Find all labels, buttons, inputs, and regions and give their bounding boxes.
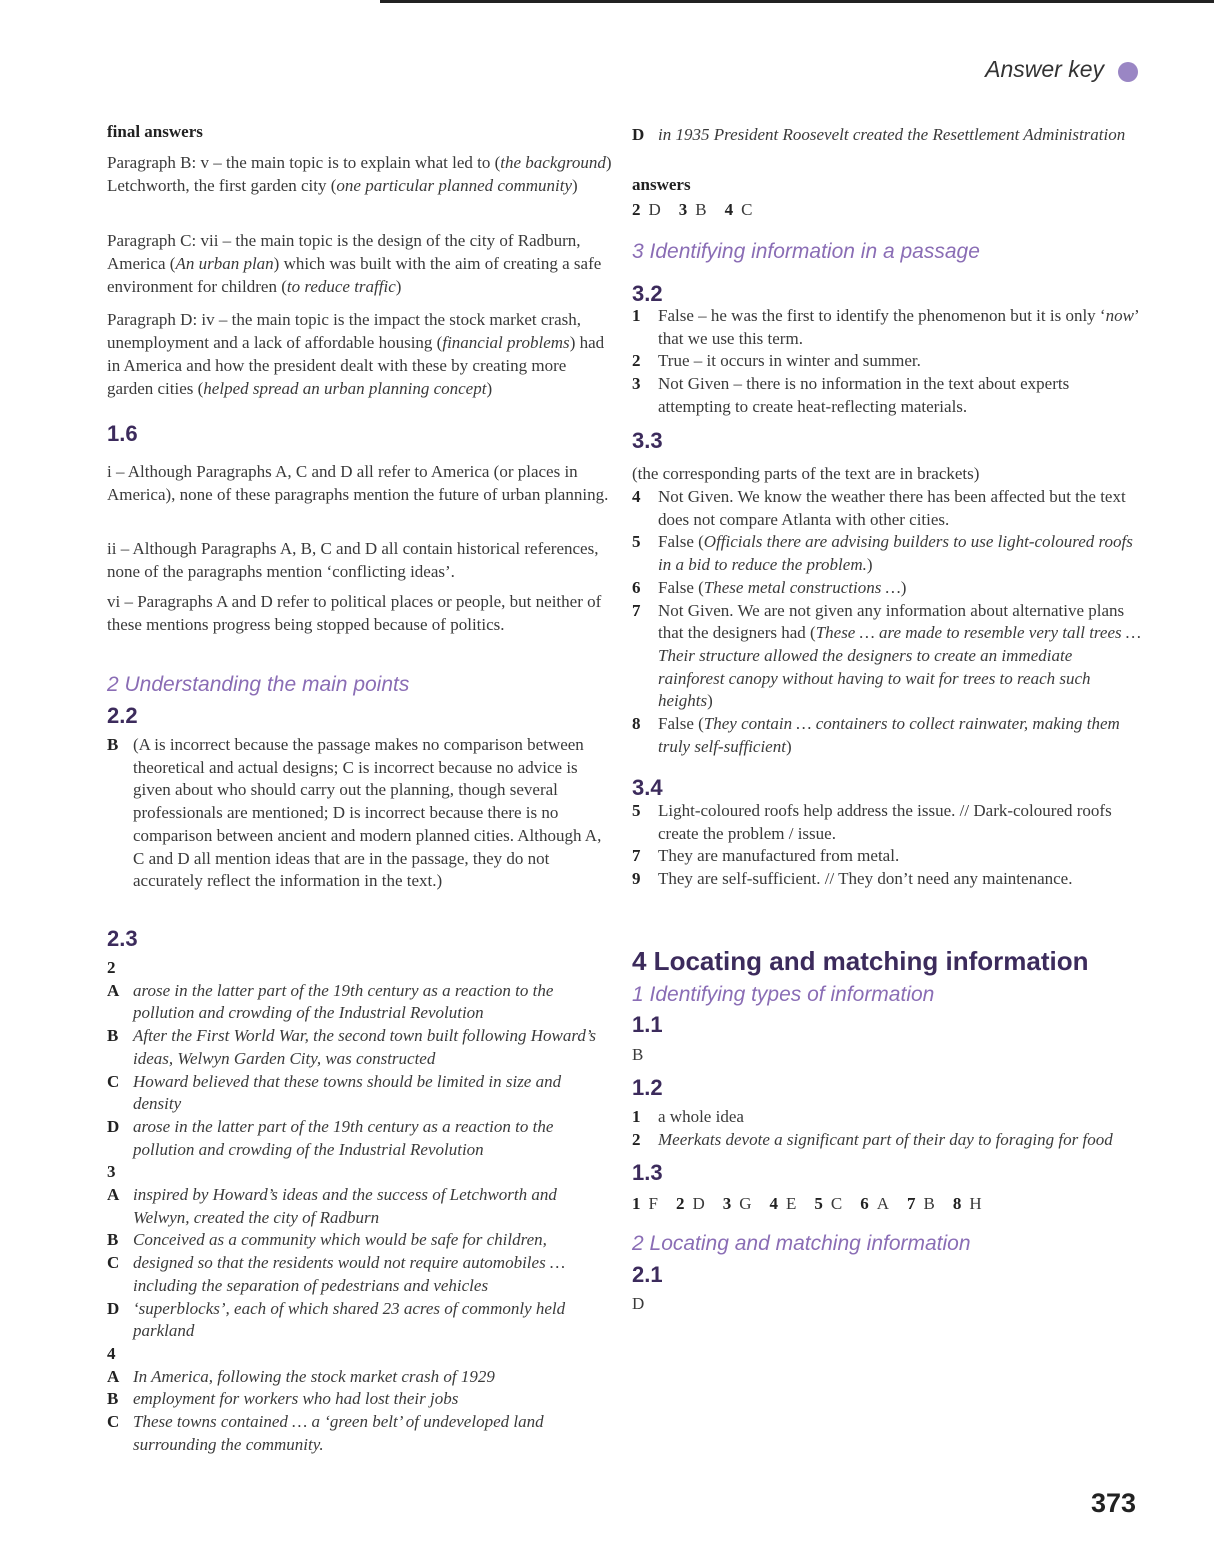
section-heading-understanding: 2 Understanding the main points xyxy=(107,673,410,696)
answer-letter: C xyxy=(830,1194,843,1213)
text-run: ) which was built with the aim of creating a safe environment for children ( xyxy=(107,254,602,296)
italic-text: in 1935 President Roosevelt created the Resettlement Administration xyxy=(658,125,1126,144)
list-item xyxy=(107,980,612,1025)
answer-ii xyxy=(107,537,612,583)
item-label: B xyxy=(107,1389,119,1409)
list-item xyxy=(107,1366,612,1389)
heading-3-3: 3.3 xyxy=(632,428,663,453)
answer-1-1: B xyxy=(632,1045,644,1064)
text-run: ’ that we use this term. xyxy=(658,306,1139,348)
answer-letter: D xyxy=(692,1194,705,1213)
item-text xyxy=(658,868,1142,891)
question-number: 4 xyxy=(724,200,734,219)
item-label: C xyxy=(107,1253,120,1273)
text-run: Not Given – there is no information in the text about experts attempting to create heat-reflecting materials. xyxy=(658,374,1070,416)
item-text xyxy=(133,1366,612,1389)
item-text xyxy=(658,713,1142,758)
item-label: A xyxy=(107,980,120,1000)
item-label: 8 xyxy=(632,714,641,734)
text-run: Paragraph D: iv – the main topic is the impact the stock market crash, unemployment and a lack of affordable housing ( xyxy=(107,310,581,352)
italic-text: These towns contained … a ‘green belt’ of undeveloped land surrounding the community. xyxy=(133,1412,544,1454)
question-number: 2 xyxy=(632,200,641,219)
item-text xyxy=(658,373,1142,418)
heading-3-2: 3.2 xyxy=(632,281,663,306)
item-text xyxy=(658,531,1142,576)
text-run: vi – Paragraphs A and D refer to political places or people, but neither of these mentions progress being stopped because of politics. xyxy=(107,592,602,634)
text-run: They are self-sufficient. // They don’t need any maintenance. xyxy=(658,869,1073,889)
paragraph-c-answer xyxy=(107,229,612,298)
answer-letter: F xyxy=(648,1194,658,1213)
answer-pair xyxy=(632,198,661,221)
list-item xyxy=(632,577,1142,600)
item-text xyxy=(658,845,1142,868)
question-number: 8 xyxy=(952,1194,962,1213)
question-number: 3 xyxy=(722,1194,732,1213)
item-text xyxy=(133,1388,612,1411)
item-label: 2 xyxy=(632,1129,641,1149)
item-label: 7 xyxy=(632,600,641,620)
list-1-2 xyxy=(632,1106,1142,1151)
answer-pair xyxy=(770,1192,797,1215)
list-item xyxy=(107,1229,612,1252)
item-text xyxy=(658,800,1142,845)
text-run: Not Given. We know the weather there has been affected but the text does not compare Atlanta with other cities. xyxy=(658,487,1126,529)
answer-pair xyxy=(723,1192,752,1215)
text-run: False ( xyxy=(658,577,704,597)
answer-letter: B xyxy=(923,1194,935,1213)
question-number: 2 xyxy=(107,958,116,977)
list-item xyxy=(107,1184,612,1229)
item-label: 6 xyxy=(632,577,641,597)
left-column xyxy=(107,0,612,1567)
answer-letter: B xyxy=(695,200,707,219)
heading-2-1: 2.1 xyxy=(632,1262,663,1287)
section-heading-matching: 2 Locating and matching information xyxy=(632,1232,971,1255)
answer-letter: A xyxy=(876,1194,890,1213)
item-label: 4 xyxy=(632,487,641,506)
question-number: 7 xyxy=(907,1194,916,1213)
italic-text: Howard believed that these towns should be limited in size and density xyxy=(133,1071,562,1114)
item-label: A xyxy=(107,1185,120,1205)
answer-2-1: D xyxy=(632,1294,645,1313)
item-label: D xyxy=(632,125,645,144)
question-number: 2 xyxy=(675,1194,685,1213)
list-item xyxy=(632,350,1142,373)
answer-pair xyxy=(679,198,707,221)
item-label: D xyxy=(107,1116,120,1136)
italic-text: helped spread an urban planning concept xyxy=(203,379,487,398)
unit-heading-locating: 4 Locating and matching information xyxy=(632,946,1089,976)
list-item xyxy=(632,1106,1142,1129)
item-text xyxy=(133,1229,612,1252)
italic-text: to reduce traffic xyxy=(286,277,396,296)
text-run: ) xyxy=(572,176,578,195)
list-item xyxy=(107,1025,612,1070)
italic-text: employment for workers who had lost their jobs xyxy=(133,1389,459,1409)
text-run: False ( xyxy=(658,714,704,734)
question-number: 4 xyxy=(107,1343,116,1363)
answer-pair xyxy=(632,1192,658,1215)
list-item xyxy=(632,531,1142,576)
answer-letter: E xyxy=(786,1194,797,1213)
list-2-3 xyxy=(107,957,612,1456)
italic-text: the background xyxy=(500,153,606,172)
answer-pair xyxy=(907,1192,935,1215)
answer-pair xyxy=(725,198,753,221)
paragraph-d-answer xyxy=(107,308,612,400)
italic-text: one particular planned community xyxy=(336,176,573,195)
italic-text: financial problems xyxy=(442,333,570,352)
right-column xyxy=(632,0,1142,1567)
paragraph-b-answer xyxy=(107,151,612,197)
list-item xyxy=(107,1298,612,1343)
italic-text: Conceived as a community which would be safe for children, xyxy=(133,1230,547,1250)
item-text xyxy=(133,1071,612,1116)
text-run: ) xyxy=(707,691,713,711)
heading-2-3: 2.3 xyxy=(107,926,138,951)
item-text xyxy=(658,600,1142,714)
italic-text: Meerkats devote a significant part of their day to foraging for food xyxy=(658,1129,1113,1149)
item-label: D xyxy=(107,1298,120,1318)
text-run: Not Given. We are not given any information about alternative plans that the designers had ( xyxy=(658,600,1125,643)
item-text xyxy=(133,734,612,893)
item-label: B xyxy=(107,735,119,754)
list-item xyxy=(107,1071,612,1116)
item-label: A xyxy=(107,1366,120,1386)
item-label: 7 xyxy=(632,846,641,866)
text-run: False ( xyxy=(658,532,704,552)
item-label: 1 xyxy=(632,1107,641,1126)
item-text xyxy=(133,980,612,1025)
page-number: 373 xyxy=(1090,1488,1136,1518)
text-run: True – it occurs in winter and summer. xyxy=(658,351,921,371)
item-text xyxy=(658,124,1142,147)
text-run: ) had in America and how the president dealt with these by creating more garden cities ( xyxy=(107,333,605,398)
list-item xyxy=(632,868,1142,891)
text-run: ) xyxy=(486,379,493,398)
question-number: 5 xyxy=(814,1194,823,1213)
item-text xyxy=(658,1129,1142,1152)
list-item xyxy=(107,1116,612,1161)
item-label: B xyxy=(107,1026,119,1046)
list-item xyxy=(107,734,612,893)
text-run: ) xyxy=(395,277,402,296)
italic-text: They contain … containers to collect rainwater, making them truly self-sufficient xyxy=(658,714,1120,756)
item-label: 1 xyxy=(632,306,641,325)
item-label: 5 xyxy=(632,801,641,820)
item-label: 5 xyxy=(632,532,641,552)
heading-3-4: 3.4 xyxy=(632,775,663,800)
answers-row xyxy=(632,198,1142,221)
italic-text: After the First World War, the second town built following Howard’s ideas, Welwyn Garden City, was constructed xyxy=(133,1026,596,1068)
italic-text: Officials there are advising builders to use light-coloured roofs in a bid to reduce the problem. xyxy=(658,532,1133,575)
text-run: Light-coloured roofs help address the issue. // Dark-coloured roofs create the problem / issue. xyxy=(658,801,1112,843)
item-text xyxy=(658,577,1142,600)
item-label: 3 xyxy=(632,374,641,394)
answer-pair xyxy=(814,1192,842,1215)
list-3-4 xyxy=(632,800,1142,891)
list-3-2 xyxy=(632,305,1142,419)
italic-text: inspired by Howard’s ideas and the success of Letchworth and Welwyn, created the city of Radburn xyxy=(133,1185,557,1227)
answers-1-3-row xyxy=(632,1192,1142,1215)
list-item xyxy=(632,373,1142,418)
text-run: ) xyxy=(866,555,873,575)
item-label: B xyxy=(107,1230,119,1250)
list-item xyxy=(632,713,1142,758)
item-text xyxy=(133,1025,612,1070)
list-item xyxy=(632,486,1142,531)
text-run: ) xyxy=(900,577,907,597)
item-text xyxy=(133,1411,612,1456)
italic-text: These metal constructions … xyxy=(703,577,901,597)
question-number: 3 xyxy=(107,1162,116,1182)
item-text xyxy=(658,350,1142,373)
text-run: Paragraph C: vii – the main topic is the design of the city of Radburn, America ( xyxy=(107,231,581,273)
item-label: C xyxy=(107,1412,120,1432)
heading-2-2: 2.2 xyxy=(107,703,138,728)
section-heading-types: 1 Identifying types of information xyxy=(632,983,935,1006)
item-text xyxy=(658,305,1142,350)
item-text xyxy=(133,1116,612,1161)
question-number: 1 xyxy=(632,1194,641,1213)
italic-text: now xyxy=(1105,306,1134,325)
list-item xyxy=(107,1411,612,1456)
list-item xyxy=(632,600,1142,714)
intro-3-3: (the corresponding parts of the text are in brackets) xyxy=(632,464,980,483)
italic-text: ‘superblocks’, each of which shared 23 acres of commonly held parkland xyxy=(133,1298,566,1341)
heading-1-3: 1.3 xyxy=(632,1160,663,1185)
list-item xyxy=(632,124,1142,147)
italic-text: designed so that the residents would not require automobiles … including the separation of pedestrians and vehicles xyxy=(133,1253,566,1295)
list-d-item xyxy=(632,124,1142,147)
text-run: ii – Although Paragraphs A, B, C and D all contain historical references, none of the paragraphs mention ‘conflicting ideas’. xyxy=(107,539,599,581)
text-run: False – he was the first to identify the phenomenon but it is only ‘ xyxy=(658,306,1106,325)
heading-1-1: 1.1 xyxy=(632,1012,663,1037)
item-label: 9 xyxy=(632,869,641,889)
final-answers-heading: final answers xyxy=(107,122,203,141)
item-text xyxy=(133,1252,612,1297)
question-number: 3 xyxy=(678,200,688,219)
running-header: Answer key xyxy=(985,56,1104,82)
answer-pair xyxy=(676,1192,705,1215)
answer-pair xyxy=(860,1192,889,1215)
item-text xyxy=(133,1184,612,1229)
answers-heading: answers xyxy=(632,175,691,194)
item-text xyxy=(658,486,1142,531)
list-3-3 xyxy=(632,486,1142,758)
text-run: ) xyxy=(785,736,792,756)
item-text xyxy=(133,1298,612,1343)
section-heading-identifying: 3 Identifying information in a passage xyxy=(632,240,980,263)
list-item xyxy=(107,1252,612,1297)
text-run: They are manufactured from metal. xyxy=(658,846,900,866)
text-run: ) Letchworth, the first garden city ( xyxy=(107,153,612,195)
italic-text: These … are made to resemble very tall trees … Their structure allowed the designers to create an immediate rainforest canopy without having to wait for trees to reach such heights xyxy=(658,623,1141,711)
answer-vi xyxy=(107,590,612,636)
answer-pair xyxy=(953,1192,982,1215)
list-item xyxy=(107,1388,612,1411)
heading-1-2: 1.2 xyxy=(632,1075,663,1100)
italic-text: arose in the latter part of the 19th century as a reaction to the pollution and crowding of the Industrial Revolution xyxy=(133,1116,554,1159)
answer-letter: D xyxy=(648,200,661,219)
item-text xyxy=(658,1106,1142,1129)
list-item xyxy=(632,305,1142,350)
answer-letter: G xyxy=(739,1194,752,1213)
text-run: i – Although Paragraphs A, C and D all refer to America (or places in America), none of these paragraphs mention the future of urban planning. xyxy=(107,462,609,504)
list-2-2 xyxy=(107,734,612,893)
answer-i xyxy=(107,460,612,506)
answer-letter: C xyxy=(741,200,753,219)
question-number: 6 xyxy=(860,1194,869,1213)
text-run: a whole idea xyxy=(658,1107,744,1126)
answer-letter: H xyxy=(969,1194,982,1213)
list-item xyxy=(632,845,1142,868)
item-label: C xyxy=(107,1071,120,1091)
italic-text: An urban plan xyxy=(175,254,274,273)
text-run: (A is incorrect because the passage makes no comparison between theoretical and actual designs; C is incorrect because no advice is given about who should carry out the planning, though several professionals are mentioned; D is incorrect because there is no comparison between ancient and modern planned cities. Although A, C and D all mention ideas that are in the passage, they do not accurately reflect the information in the text.) xyxy=(133,735,602,891)
italic-text: In America, following the stock market crash of 1929 xyxy=(133,1366,495,1386)
heading-1-6: 1.6 xyxy=(107,421,138,446)
list-item xyxy=(632,1129,1142,1152)
question-number: 4 xyxy=(769,1194,779,1213)
italic-text: arose in the latter part of the 19th century as a reaction to the pollution and crowding of the Industrial Revolution xyxy=(133,980,554,1023)
list-item xyxy=(632,800,1142,845)
item-label: 2 xyxy=(632,351,641,371)
text-run: Paragraph B: v – the main topic is to explain what led to ( xyxy=(107,153,501,172)
